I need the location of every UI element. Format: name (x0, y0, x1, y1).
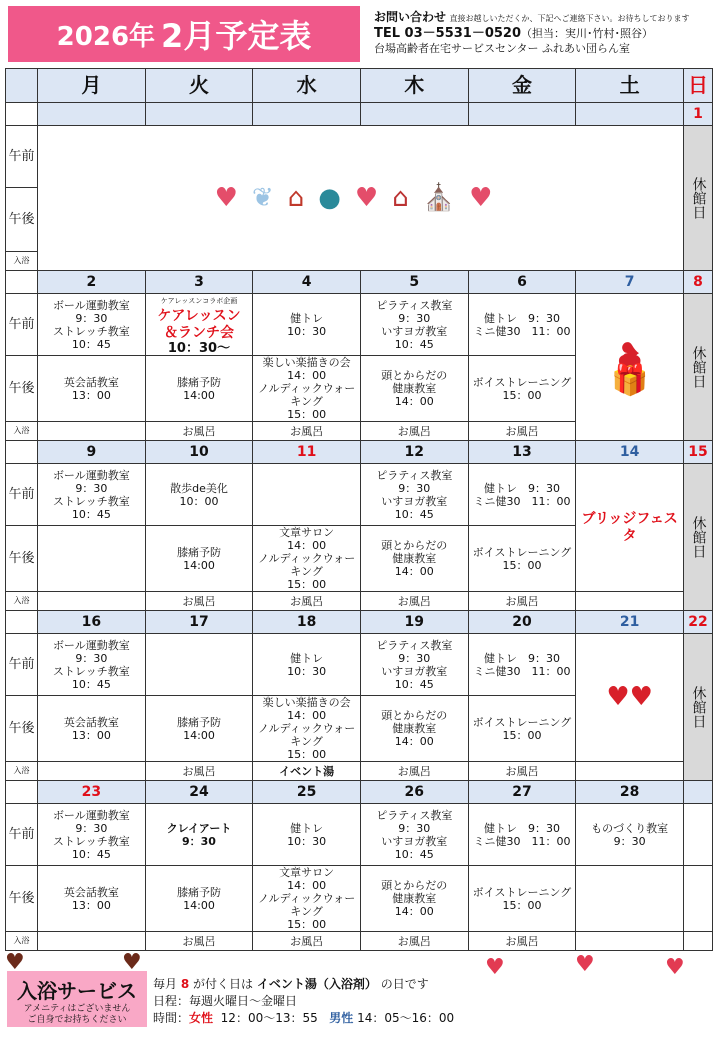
hearts-icon: ♥♥ (576, 634, 684, 762)
event-line: 14：00 (287, 539, 327, 552)
am-cell (38, 464, 146, 526)
event-line: 14：00 (287, 709, 327, 722)
contact-label: お問い合わせ (374, 10, 447, 24)
pm-label: 午後 (6, 866, 38, 932)
date-cell: 18 (253, 611, 361, 634)
event-line: 文章サロン (279, 866, 335, 879)
heart-icon: ♥ (575, 952, 595, 977)
date-cell (468, 103, 576, 126)
event-line: ボール運動教室 (52, 468, 130, 482)
bath-row (6, 592, 713, 611)
event-line: 10：45 (394, 337, 434, 351)
bath-cell: お風呂 (360, 932, 468, 951)
event-line: ミニ健30 11：00 (473, 664, 571, 678)
event-line: いすヨガ教室 (381, 834, 448, 848)
page-title (8, 6, 360, 62)
event-line: 膝痛予防 (176, 885, 221, 899)
corner (6, 69, 38, 103)
bath-cell (38, 422, 146, 441)
event-line: 14:00 (183, 728, 215, 742)
am-label: 午前 (6, 294, 38, 356)
bath-cell (576, 592, 684, 611)
event-line: 頭とからだの (381, 709, 448, 722)
pm-label: 午後 (6, 526, 38, 592)
event-line: 9：30 (398, 821, 431, 835)
date-cell: 11 (253, 441, 361, 464)
pm-label: 午後 (6, 696, 38, 762)
closed-cell: 休館日 (684, 294, 713, 441)
event-line: 9：30 (398, 311, 431, 325)
pm-label: 午後 (6, 188, 38, 252)
t: 時間： (153, 1011, 190, 1025)
am-cell (253, 464, 361, 526)
am-cell (360, 294, 468, 356)
event-line: 10：45 (71, 507, 111, 521)
event-line: 10：00 (179, 494, 219, 508)
date-cell: 15 (684, 441, 713, 464)
pm-row (6, 866, 713, 932)
event-line: ＆ランチ会 (163, 324, 234, 341)
bath-cell: お風呂 (468, 422, 576, 441)
event-line: 13：00 (71, 728, 111, 742)
pm-label: 午後 (6, 356, 38, 422)
event-line: ボール運動教室 (52, 638, 130, 652)
bath-cell: お風呂 (145, 932, 253, 951)
date-cell: 6 (468, 271, 576, 294)
illustration-icon: ⌂ (287, 182, 319, 213)
bath-cell (576, 932, 684, 951)
event-line: ミニ健30 11：00 (473, 324, 571, 338)
date-cell (253, 103, 361, 126)
date-cell: 20 (468, 611, 576, 634)
weekday-2: 水 (253, 69, 361, 103)
event-line: 頭とからだの (381, 369, 448, 382)
t: 8 (180, 977, 190, 991)
event-line: 14：00 (394, 395, 434, 408)
pm-cell (253, 526, 361, 592)
heart-icon: ♥ (485, 955, 505, 980)
event-line: クレイアート (166, 821, 232, 835)
pm-cell (360, 526, 468, 592)
t: 14：05～16：00 (357, 1011, 455, 1025)
ribbon-gift-icon: ❥ ♥ 🎁 (576, 294, 684, 441)
event-line: 健康教室 (392, 382, 437, 395)
bath-note-2: ご自身でお持ちください (27, 1015, 127, 1025)
closed-cell: 休館日 (684, 126, 713, 271)
event-line: ストレッチ教室 (52, 494, 130, 508)
event-line: 10：45 (71, 677, 111, 691)
pm-cell (468, 866, 576, 932)
event-line: 14:00 (183, 558, 215, 572)
label (6, 611, 38, 634)
bath-cell: お風呂 (145, 762, 253, 781)
event-line: 健トレ 9：30 (483, 651, 560, 665)
title-month: 2月予定表 (161, 17, 312, 55)
pm-cell (468, 356, 576, 422)
event-line: 15：00 (287, 748, 327, 761)
am-label: 午前 (6, 464, 38, 526)
bath-cell: お風呂 (145, 422, 253, 441)
event-line: 14：00 (394, 565, 434, 578)
event-line: ピラティス教室 (376, 638, 453, 652)
event-line: 英会話教室 (63, 715, 119, 729)
bath-cell: イベント湯 (253, 762, 361, 781)
event-line: ストレッチ教室 (52, 834, 130, 848)
am-label: 午前 (6, 126, 38, 188)
am-cell (468, 804, 576, 866)
date-cell: 8 (684, 271, 713, 294)
bath-cell: お風呂 (253, 932, 361, 951)
bath-cell (38, 762, 146, 781)
date-cell: 7 (576, 271, 684, 294)
event-line: 15：00 (502, 558, 542, 572)
bath-info (153, 976, 454, 1027)
event-line: 15：00 (287, 408, 327, 421)
date-cell: 27 (468, 781, 576, 804)
illustration-icon: ❦ (251, 182, 288, 213)
event-line: 10：30～ (167, 340, 231, 356)
am-label: 午前 (6, 804, 38, 866)
date-cell: 19 (360, 611, 468, 634)
weekday-5: 土 (576, 69, 684, 103)
am-cell (468, 634, 576, 696)
bath-cell (38, 932, 146, 951)
bath-label: 入浴 (6, 422, 38, 441)
illustration-icon: ♥ (354, 182, 393, 213)
event-line: 膝痛予防 (176, 375, 221, 389)
illustration-icon: ⛪ (422, 182, 470, 213)
pm-cell (38, 696, 146, 762)
contact-tel: TEL 03－5531－0520 (374, 26, 522, 41)
date-cell (684, 781, 713, 804)
event-line: ボイストレーニング (472, 375, 572, 389)
event-line: 10：45 (394, 677, 434, 691)
event-line: 14:00 (183, 388, 215, 402)
date-cell: 24 (145, 781, 253, 804)
date-cell (145, 103, 253, 126)
event-line: ピラティス教室 (376, 468, 453, 482)
date-cell: 1 (684, 103, 713, 126)
bath-label: 入浴 (6, 592, 38, 611)
t: 毎月 (153, 977, 178, 991)
t: 12：00～13：55 (220, 1011, 318, 1025)
pm-cell (360, 356, 468, 422)
date-cell: 23 (38, 781, 146, 804)
am-cell (38, 804, 146, 866)
event-line: 9：30 (613, 834, 646, 848)
label (6, 271, 38, 294)
weekday-3: 木 (360, 69, 468, 103)
illustration-icon: ♥ (214, 182, 252, 213)
date-cell: 25 (253, 781, 361, 804)
event-line: 9：30 (75, 481, 108, 495)
bath-label: 入浴 (6, 932, 38, 951)
date-cell: 26 (360, 781, 468, 804)
t: 男性 (329, 1011, 354, 1025)
date-cell: 5 (360, 271, 468, 294)
illustration-icon: ● (318, 182, 355, 213)
event-line: 9：30 (75, 651, 108, 665)
pm-cell (360, 866, 468, 932)
event-line: 10：45 (71, 337, 111, 351)
bath-cell: お風呂 (145, 592, 253, 611)
event-line: 9：30 (398, 481, 431, 495)
event-line: ボール運動教室 (52, 808, 130, 822)
contact-note: 直接お越しいただくか、下記へご連絡下さい。お待ちしております (449, 14, 690, 23)
am-cell (145, 464, 253, 526)
event-line: 13：00 (71, 898, 111, 912)
event-line: 健トレ (290, 821, 324, 835)
bath-service-title: 入浴サービス (17, 979, 137, 1003)
am-cell (145, 634, 253, 696)
event-line: 15：00 (502, 388, 542, 402)
date-cell: 4 (253, 271, 361, 294)
closed-cell: 休館日 (684, 634, 713, 781)
date-cell: 21 (576, 611, 684, 634)
event-line: 15：00 (502, 898, 542, 912)
date-row (6, 611, 713, 634)
pm-cell (38, 526, 146, 592)
event-line: 10：45 (394, 507, 434, 521)
event-line: 健トレ 9：30 (483, 311, 560, 325)
pm-cell (38, 866, 146, 932)
event-line: 頭とからだの (381, 879, 448, 892)
date-cell: 16 (38, 611, 146, 634)
event-line: 10：30 (287, 664, 327, 678)
bath-cell: お風呂 (360, 762, 468, 781)
label (6, 441, 38, 464)
weekday-4: 金 (468, 69, 576, 103)
bath-service-box (7, 971, 147, 1027)
title-year: 2026年 (56, 21, 156, 52)
date-cell: 9 (38, 441, 146, 464)
am-cell (360, 634, 468, 696)
closed-cell: 休館日 (684, 464, 713, 611)
contact-staff: （担当：実川･竹村･照谷） (521, 27, 654, 40)
date-cell: 14 (576, 441, 684, 464)
pm-cell (360, 696, 468, 762)
event-line: ボイストレーニング (472, 885, 572, 899)
pm-cell (145, 866, 253, 932)
event-line: ノルディックウォーキング (258, 382, 356, 408)
bath-cell: お風呂 (253, 592, 361, 611)
date-row (6, 271, 713, 294)
event-line: ボール運動教室 (52, 298, 130, 312)
pm-cell (253, 356, 361, 422)
pm-cell (253, 696, 361, 762)
am-cell (360, 464, 468, 526)
am-cell (253, 804, 361, 866)
sun-cell (684, 804, 713, 866)
bath-cell: お風呂 (253, 422, 361, 441)
bath-cell (38, 592, 146, 611)
am-cell (468, 294, 576, 356)
date-cell (360, 103, 468, 126)
pm-cell (468, 696, 576, 762)
date-cell: 13 (468, 441, 576, 464)
bath-schedule: 日程：毎週火曜日～金曜日 (153, 994, 298, 1008)
date-row (6, 103, 713, 126)
am-cell (253, 294, 361, 356)
weekday-0: 月 (38, 69, 146, 103)
event-line: 9：30 (398, 651, 431, 665)
event-line: ストレッチ教室 (52, 664, 130, 678)
event-line: 14:00 (183, 898, 215, 912)
bath-row (6, 762, 713, 781)
am-cell (360, 804, 468, 866)
am-row (6, 634, 713, 696)
event-line: 10：30 (287, 324, 327, 338)
event-line: ミニ健30 11：00 (473, 494, 571, 508)
event-line: 散歩de美化 (170, 481, 228, 495)
event-line: 健トレ (290, 311, 324, 325)
event-line: ミニ健30 11：00 (473, 834, 571, 848)
event-line: ノルディックウォーキング (258, 722, 356, 748)
date-cell: 10 (145, 441, 253, 464)
am-cell (145, 294, 253, 356)
event-line: ノルディックウォーキング (258, 892, 356, 918)
event-line: 9：30 (75, 311, 108, 325)
event-line: 10：30 (287, 834, 327, 848)
weekday-1: 火 (145, 69, 253, 103)
pm-cell (145, 696, 253, 762)
bath-cell: お風呂 (468, 592, 576, 611)
label (6, 103, 38, 126)
event-line: ケアレッスン (157, 307, 241, 324)
schedule-table (5, 68, 713, 951)
event-line: 健トレ 9：30 (483, 481, 560, 495)
event-line: 楽しい楽描きの会 (262, 696, 351, 709)
bath-note-1: アメニティはございません (23, 1004, 131, 1014)
sun-cell (684, 932, 713, 951)
illustration-icon: ⌂ (392, 182, 423, 213)
pm-cell (38, 356, 146, 422)
event-line: 健トレ (290, 651, 324, 665)
event-line: 膝痛予防 (176, 545, 221, 559)
event-line: 15：00 (287, 578, 327, 591)
bath-label: 入浴 (6, 762, 38, 781)
label (6, 781, 38, 804)
event-line: 英会話教室 (63, 375, 119, 389)
event-line: 健トレ 9：30 (483, 821, 560, 835)
event-line: 10：45 (394, 847, 434, 861)
bath-cell: お風呂 (468, 932, 576, 951)
date-cell: 2 (38, 271, 146, 294)
event-line: 健康教室 (392, 552, 437, 565)
heart-icon: ♥ (5, 950, 25, 975)
date-cell: 3 (145, 271, 253, 294)
bath-label: 入浴 (6, 252, 38, 271)
t: が付く日は (193, 977, 254, 991)
event-line: 健康教室 (392, 892, 437, 905)
event-line: 頭とからだの (381, 539, 448, 552)
am-row (6, 804, 713, 866)
am-row (6, 464, 713, 526)
weekday-6: 日 (684, 69, 713, 103)
event-line: 文章サロン (279, 526, 335, 539)
am-cell (38, 634, 146, 696)
heart-icon: ♥ (122, 950, 142, 975)
event-line: 14：00 (394, 905, 434, 918)
bath-cell: お風呂 (360, 422, 468, 441)
pm-cell (253, 866, 361, 932)
date-cell: 28 (576, 781, 684, 804)
event-line: 楽しい楽描きの会 (262, 356, 351, 369)
event-line: いすヨガ教室 (381, 664, 448, 678)
am-cell (576, 804, 684, 866)
event-line: 膝痛予防 (176, 715, 221, 729)
event-line: ボイストレーニング (472, 545, 572, 559)
event-line: 14：00 (287, 369, 327, 382)
date-cell (576, 103, 684, 126)
event-line: 健康教室 (392, 722, 437, 735)
event-line: ピラティス教室 (376, 808, 453, 822)
contact-info (374, 10, 690, 56)
date-cell: 17 (145, 611, 253, 634)
am-row (6, 294, 713, 356)
am-cell (468, 464, 576, 526)
event-line: ピラティス教室 (376, 298, 453, 312)
t: の日です (380, 977, 429, 991)
am-cell (38, 294, 146, 356)
event-line: 10：45 (71, 847, 111, 861)
event-line: ボイストレーニング (472, 715, 572, 729)
am-row (6, 126, 713, 188)
illustration-icon: ♥ (469, 182, 507, 213)
event-line: 英会話教室 (63, 885, 119, 899)
bridge-festa-event: ブリッジフェスタ (576, 464, 684, 592)
date-row (6, 781, 713, 804)
sun-cell (684, 866, 713, 932)
bath-cell: お風呂 (468, 762, 576, 781)
t: 女性 (189, 1011, 214, 1025)
event-line: ストレッチ教室 (52, 324, 130, 338)
t: イベント湯（入浴剤） (256, 977, 377, 991)
am-cell (253, 634, 361, 696)
am-cell (145, 804, 253, 866)
event-line: 15：00 (502, 728, 542, 742)
bath-row (6, 932, 713, 951)
event-line: ノルディックウォーキング (258, 552, 356, 578)
event-line: 13：00 (71, 388, 111, 402)
contact-center: 台場高齢者在宅サービスセンター ふれあい団らん室 (374, 42, 631, 55)
event-line: 14：00 (394, 735, 434, 748)
date-cell: 22 (684, 611, 713, 634)
event-line: 15：00 (287, 918, 327, 931)
event-line: いすヨガ教室 (381, 324, 448, 338)
event-line: 14：00 (287, 879, 327, 892)
event-line: ケアレッスンコラボ企画 (160, 296, 238, 305)
event-line: いすヨガ教室 (381, 494, 448, 508)
weekday-header (6, 69, 713, 103)
event-line: ものづくり教室 (591, 821, 669, 835)
illustration (38, 126, 684, 271)
date-row (6, 441, 713, 464)
bath-cell: お風呂 (360, 592, 468, 611)
pm-cell (145, 356, 253, 422)
date-cell: 12 (360, 441, 468, 464)
pm-cell (576, 866, 684, 932)
pm-cell (145, 526, 253, 592)
event-line: 9：30 (182, 834, 216, 848)
date-cell (38, 103, 146, 126)
heart-icon: ♥ (665, 955, 685, 980)
am-label: 午前 (6, 634, 38, 696)
event-line: 9：30 (75, 821, 108, 835)
pm-cell (468, 526, 576, 592)
bath-cell (576, 762, 684, 781)
